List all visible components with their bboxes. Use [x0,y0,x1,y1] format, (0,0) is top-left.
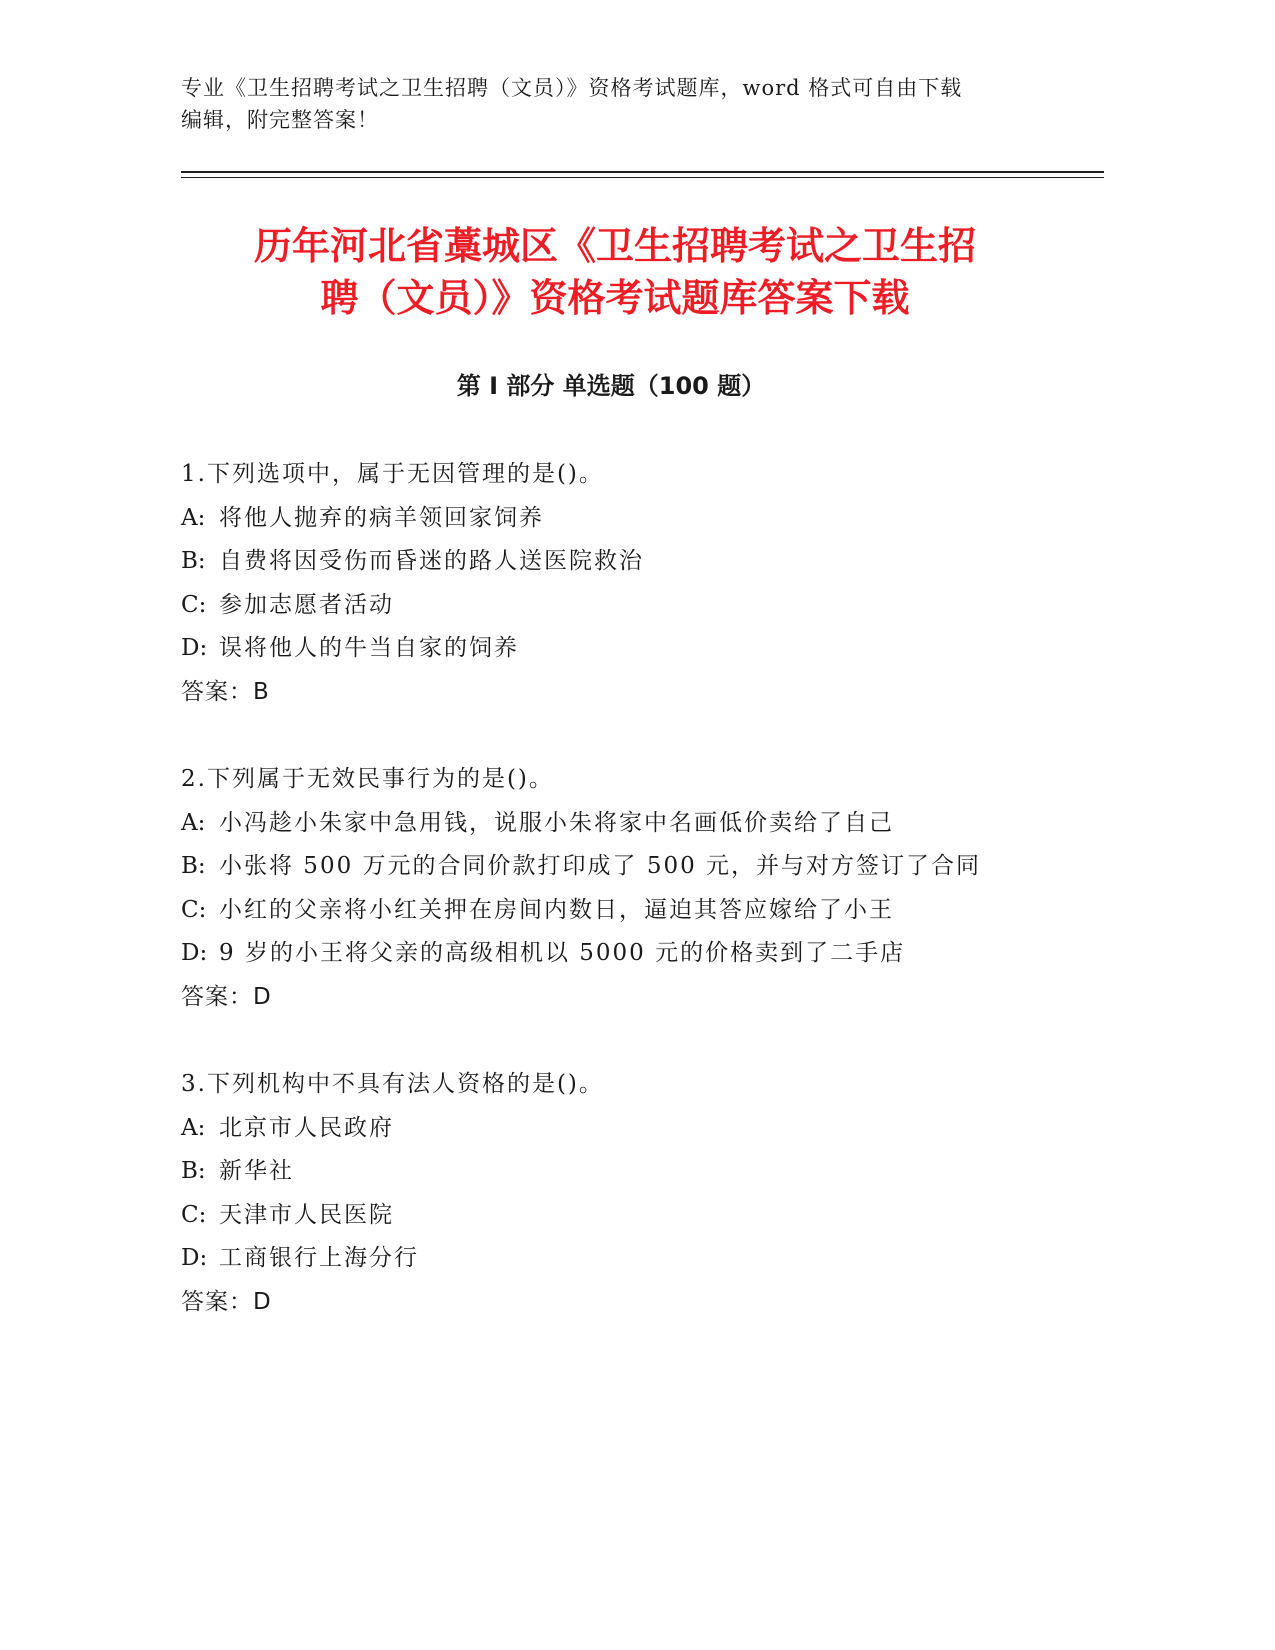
intro-line-2: 编辑，附完整答案！ [181,108,379,132]
option-label: B: [181,853,206,879]
option-b [181,845,1081,889]
option-a [181,802,1081,846]
option-label: B: [181,1158,206,1184]
option-a [181,1107,1081,1151]
option-text: 小张将 500 万元的合同价款打印成了 500 元，并与对方签订了合同 [219,853,982,879]
title-line-2: 聘（文员）》资格考试题库答案下载 [320,276,910,320]
intro-line-1: 专业《卫生招聘考试之卫生招聘（文员）》资格考试题库，word 格式可自由下载 [181,76,963,100]
option-label: B: [181,548,206,574]
option-c [181,584,1081,628]
question-2 [181,758,1081,1019]
option-b [181,540,1081,584]
option-label: C: [181,591,207,618]
option-label: D: [181,1245,208,1271]
question-1 [181,453,1081,714]
answer: 答案：D [181,983,272,1010]
option-d [181,1237,1081,1281]
option-text: 天津市人民医院 [219,1201,394,1228]
question-stem: 2.下列属于无效民事行为的是()。 [181,766,554,792]
intro-text [181,72,1041,136]
answer: 答案：B [181,678,270,705]
option-text: 将他人抛弃的病羊领回家饲养 [219,504,544,531]
option-label: A: [181,809,206,836]
option-label: A: [181,504,206,531]
option-text: 9 岁的小王将父亲的高级相机以 5000 元的价格卖到了二手店 [219,940,906,966]
document-title [170,220,1060,324]
option-label: D: [181,635,208,661]
option-text: 北京市人民政府 [219,1114,394,1141]
option-text: 工商银行上海分行 [219,1245,419,1271]
section-heading: 第 I 部分 单选题（100 题） [456,372,766,400]
option-d [181,627,1081,671]
question-stem: 3.下列机构中不具有法人资格的是()。 [181,1071,604,1097]
title-line-1: 历年河北省藁城区《卫生招聘考试之卫生招 [253,224,976,268]
option-text: 新华社 [219,1158,294,1184]
option-label: A: [181,1114,206,1141]
option-text: 误将他人的牛当自家的饲养 [219,635,519,661]
question-stem: 1.下列选项中，属于无因管理的是()。 [181,461,604,487]
option-label: D: [181,940,208,966]
option-text: 参加志愿者活动 [219,591,394,618]
option-c [181,1194,1081,1238]
header-rule-thick [181,171,1104,173]
option-d [181,932,1081,976]
option-label: C: [181,1201,207,1228]
option-text: 小红的父亲将小红关押在房间内数日，逼迫其答应嫁给了小王 [219,896,894,923]
header-rule-thin [181,177,1104,178]
question-3 [181,1063,1081,1324]
option-text: 小冯趁小朱家中急用钱，说服小朱将家中名画低价卖给了自己 [219,809,894,836]
option-a [181,497,1081,541]
option-label: C: [181,896,207,923]
option-text: 自费将因受伤而昏迷的路人送医院救治 [219,548,644,574]
answer: 答案：D [181,1288,272,1315]
option-b [181,1150,1081,1194]
option-c [181,889,1081,933]
